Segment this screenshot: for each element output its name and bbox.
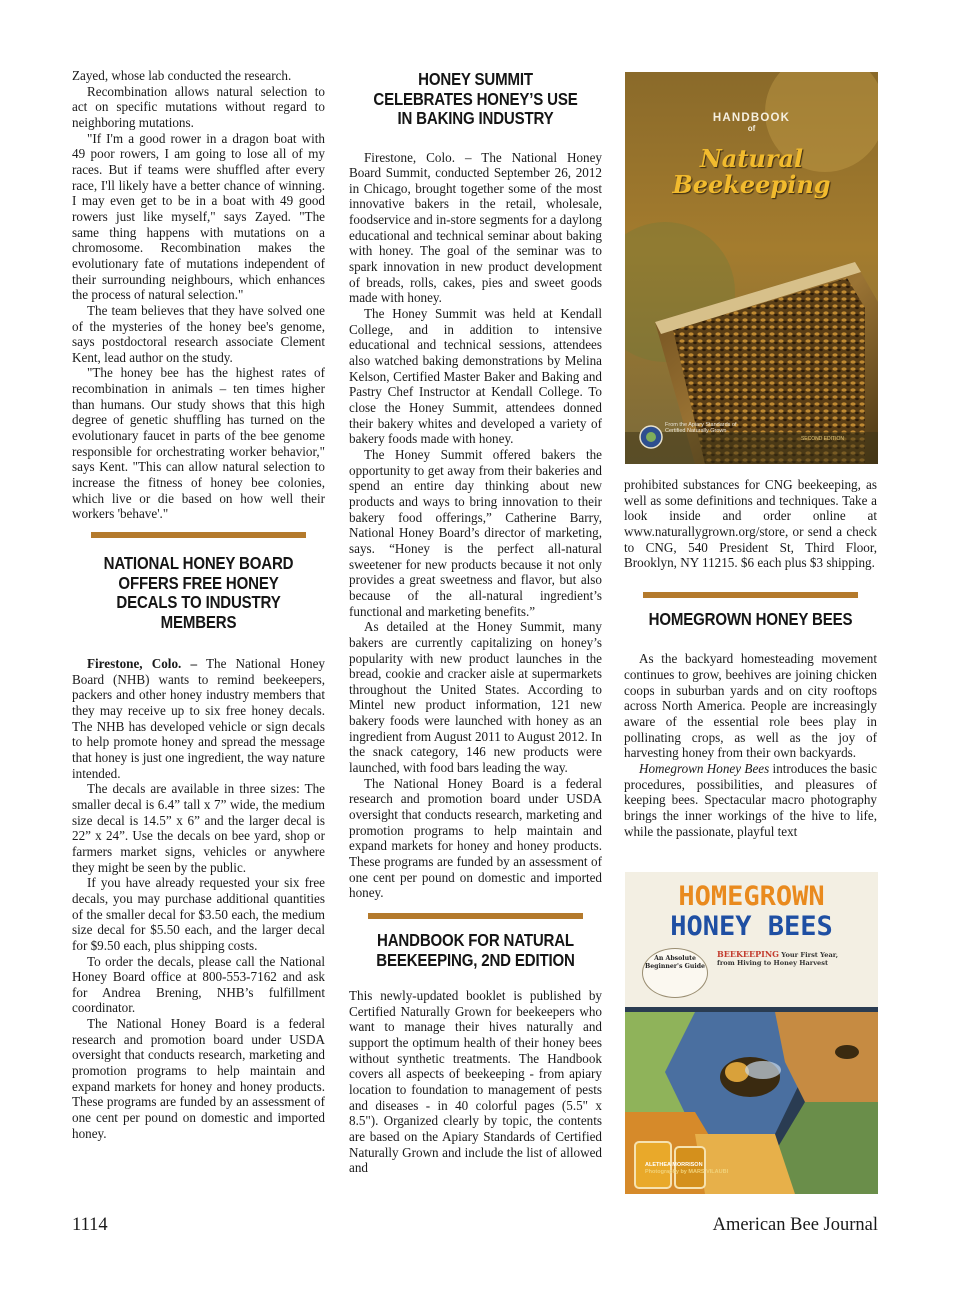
cover-title: HOMEGROWN HONEY BEES <box>670 881 833 942</box>
page-number: 1114 <box>72 1215 108 1235</box>
section-divider <box>368 913 583 919</box>
paragraph <box>72 656 325 781</box>
paragraph: The decals are available in three sizes: The smaller decal is 6.4” tall x 7” wide, the medium size decal is 14.5” x 6” and the larger decal is 22” x 24”. Use the decals on bee yard, shop or farmers market signs, vehicles or anywhere they might be seen by the public. <box>72 781 325 875</box>
article-title: HOMEGROWN HONEY BEES <box>648 608 853 629</box>
column-2 <box>349 68 602 1176</box>
journal-name: American Bee Journal <box>712 1215 878 1235</box>
section-divider <box>91 532 306 538</box>
cover-credits: ALETHEA MORRISON Photography by MARS VILAUBI <box>645 1162 729 1175</box>
cover-edition-label: SECOND EDITION <box>800 436 844 442</box>
paragraph: Firestone, Colo. – The National Honey Board Summit, conducted September 26, 2012 in Chicago, brought together some of the most innovative bakers in the retail, wholesale, foodservice and in-store segments for a daylong educational and technical seminar about baking with honey. The goal of the seminar was to spark innovation in new product development of breads, rolls, cakes, pies and sweet goods made with honey. <box>349 149 602 306</box>
paragraph: The National Honey Board is a federal research and promotion board under USDA oversight that conducts research, marketing and promotion programs to help maintain and expand markets for honey and honey products. These programs are funded by an assessment of one cent per pound on domestic and imported honey. <box>72 1016 325 1141</box>
cover-title-small: HANDBOOK of <box>712 112 791 133</box>
paragraph: The National Honey Board is a federal research and promotion board under USDA oversight that conducts research, marketing and promotion programs to help maintain and expand markets for honey and honey products. These programs are funded by an assessment of one cent per pound on domestic and imported honey. <box>349 775 602 901</box>
dateline: Firestone, Colo. – <box>87 656 198 672</box>
paragraph: Zayed, whose lab conducted the research. <box>72 68 292 83</box>
paragraph <box>624 761 877 839</box>
paragraph: The team believes that they have solved one of the mysteries of the honey bee's genome, says postdoctoral research associate Clement Kent, lead author on the study. <box>72 302 325 365</box>
paragraph: As the backyard homesteading movement continues to grow, beehives are joining chicken coops in suburban yards and on city rooftops across North America. People are increasingly aware of the essential role bees play in pollinating crops, as well as the joy of harvesting honey from their own backyards. <box>624 651 877 761</box>
paragraph: "The honey bee has the highest rates of recombination in animals – ten times higher than humans. Our study shows that this high degree of genetic shuffling has turned on the evolutionary faucet in parts of the bee genome responsible for orchestrating worker behavior," says Kent. "This can allow natural selection to increase the fitness of honey bee colonies, which live or die based on how well their workers 'behave'." <box>72 365 325 522</box>
paragraph-text: The National Honey Board (NHB) wants to remind beekeepers, packers and other honey industry members that they may receive up to six free honey decals. The NHB has developed vehicle or sign decals to help promote honey and spread the message that honey is just one ingredient, the way nature intended. <box>72 656 325 781</box>
paragraph: If you have already requested your six free decals, you may purchase additional quantities of the smaller decal for $3.50 each, the medium size decal for $5.50 each, and the larger decal for $9.50 each, plus shipping costs. <box>72 875 325 953</box>
paragraph: The Honey Summit was held at Kendall College, and in addition to intensive educational and technical sessions, attendees also watched baking demonstrations by Melina Kelson, Certified Master Baker and Baking and Pastry Chef Instructor at Kendall College. To close the Honey Summit, attendees donned their bakery whites and developed a variety of bakery foods made with honey. <box>349 306 602 447</box>
article-title: HONEY SUMMIT CELEBRATES HONEY’S USE IN BAKING INDUSTRY <box>373 69 578 128</box>
cover-badge: An Absolute Beginner's Guide <box>642 948 708 998</box>
homegrown-cover-image <box>625 872 878 1194</box>
cover-title-large: Natural Beekeeping <box>672 144 831 199</box>
column-3 <box>624 477 877 839</box>
paragraph: To order the decals, please call the National Honey Board office at 800-553-7162 and ask for Andrea Brening, NHB’s fulfillment coordinator. <box>72 953 325 1016</box>
book-title: Homegrown Honey Bees <box>639 761 770 777</box>
paragraph: prohibited substances for CNG beekeeping, as well as some definitions and techniques. Take a look inside and order online at www.naturallygrown.org/store, or send a check to CNG, 540 President St, Third Floor, Brooklyn, NY 11215. $6 each plus $3 shipping. <box>624 477 877 571</box>
cover-footer-text: From the Apiary Standards of Certified Naturally Grown <box>665 422 737 434</box>
paragraph: Recombination allows natural selection to act on specific mutations without regard to neighboring mutations. <box>72 83 325 130</box>
paragraph: The Honey Summit offered bakers the opportunity to get away from their bakeries and spend an entire day thinking about new products and ways to bring innovation to their bakery food offerings,” Catherine Barry, National Honey Board’s director of marketing, says. “Honey is the perfect all-natural sweetener for new products because it not only provides a great sweetness and flavor, but also because of the all-natural ingredient’s functional and marketing benefits.” <box>349 446 602 619</box>
section-divider <box>643 592 858 598</box>
paragraph: "If I'm a good rower in a dragon boat with 49 poor rowers, I am going to lose all of my races. But if teams were shuffled after every race, I'll likely have a better chance of winning. I may even get to be in a boat with 49 good rowers just like myself," says Zayed. "The same thing happens with mutations on a chromosome. Recombination makes the evolutionary fate of mutations independent of their surrounding neighbours, which enhances the process of natural selection." <box>72 130 325 303</box>
handbook-cover-image <box>625 72 878 464</box>
paragraph: As detailed at the Honey Summit, many bakers are currently capitalizing on honey’s popularity with new product launches in the bread, cookie and cracker aisle at supermarkets throughout the United States. According to Mintel new product information, 121 new bakery foods were launched with honey as an ingredient from August 2011 to August 2012. In the snack category, 146 new products were launched, with food bars leading the way. <box>349 619 602 776</box>
column-1 <box>72 68 325 1141</box>
cover-subtitle: BEEKEEPING Your First Year, from Hiving to Honey Harvest <box>717 949 839 967</box>
article-title: NATIONAL HONEY BOARD OFFERS FREE HONEY DECALS TO INDUSTRY MEMBERS <box>103 553 294 632</box>
paragraph: This newly-updated booklet is published by Certified Naturally Grown for beekeepers who want to manage their hives naturally and support the optimum health of their honey bees without synthetic treatments. The Handbook covers all aspects of beekeeping - from apiary location to foundation to management of pests and diseases - in 40 colorful pages (5.5" x 8.5"). Organized clearly by topic, the contents are based on the Apiary Standards of Certified Naturally Grown and include the list of allowed and <box>349 988 602 1176</box>
article-title: HANDBOOK FOR NATURAL BEEKEEPING, 2ND EDITION <box>376 930 575 970</box>
paragraph-text: introduces the basic procedures, possibilities, and pleasures of keeping bees. Spectacular macro photography brings the inner workings of the hive to life, while the passionate, playful text <box>624 761 877 839</box>
